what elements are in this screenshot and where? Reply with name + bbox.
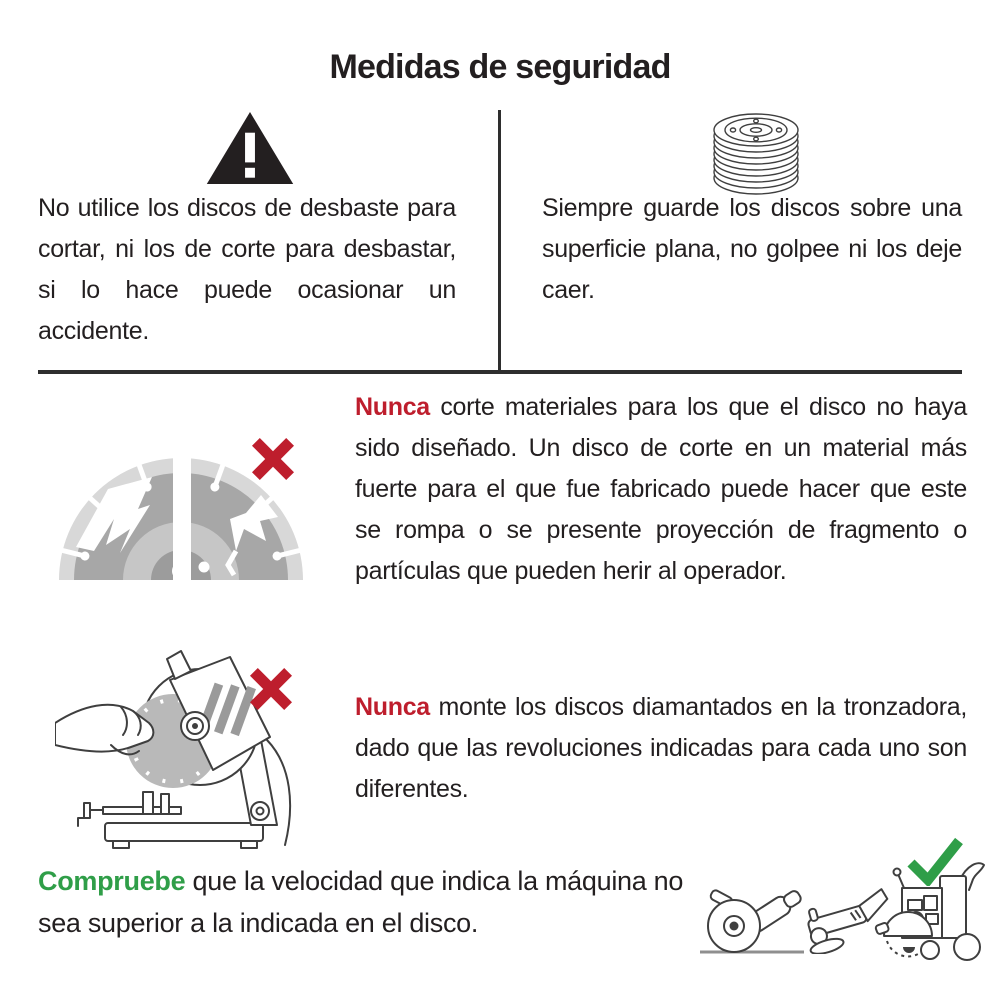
vertical-divider	[498, 110, 501, 372]
horizontal-divider	[38, 370, 962, 374]
warning-triangle-icon	[205, 110, 295, 186]
red-x-icon	[252, 438, 294, 480]
red-x-icon	[250, 668, 292, 710]
warning-1-lead: Nunca	[355, 393, 430, 421]
top-left-paragraph: No utilice los discos de desbaste para cortar, ni los de corte para desbastar, si lo hace puede ocasionar un accidente.	[38, 194, 456, 345]
green-check-icon	[906, 836, 964, 886]
warning-2-paragraph	[355, 687, 967, 810]
footer-lead: Compruebe	[38, 866, 186, 896]
angle-grinder-front-icon	[696, 872, 808, 960]
page-title: Medidas de seguridad	[329, 48, 671, 86]
disc-stack-icon	[700, 102, 812, 198]
warning-2-text: monte los discos diamantados en la tronzadora, dado que las revoluciones indicadas para cada uno son diferentes.	[355, 693, 967, 803]
warning-1-paragraph	[355, 387, 967, 592]
footer-paragraph	[38, 860, 698, 944]
warning-2-lead: Nunca	[355, 693, 430, 721]
warning-1-text: corte materiales para los que el disco no haya sido diseñado. Un disco de corte en un material más fuerte para el que fue fabricado puede hacer que este se rompa o se presente proyección de fragmento o partículas que pueden herir al operador.	[355, 393, 967, 585]
footer-text: que la velocidad que indica la máquina no sea superior a la indicada en el disco.	[38, 866, 684, 938]
top-right-paragraph: Siempre guarde los discos sobre una superficie plana, no golpee ni los deje caer.	[542, 194, 962, 304]
